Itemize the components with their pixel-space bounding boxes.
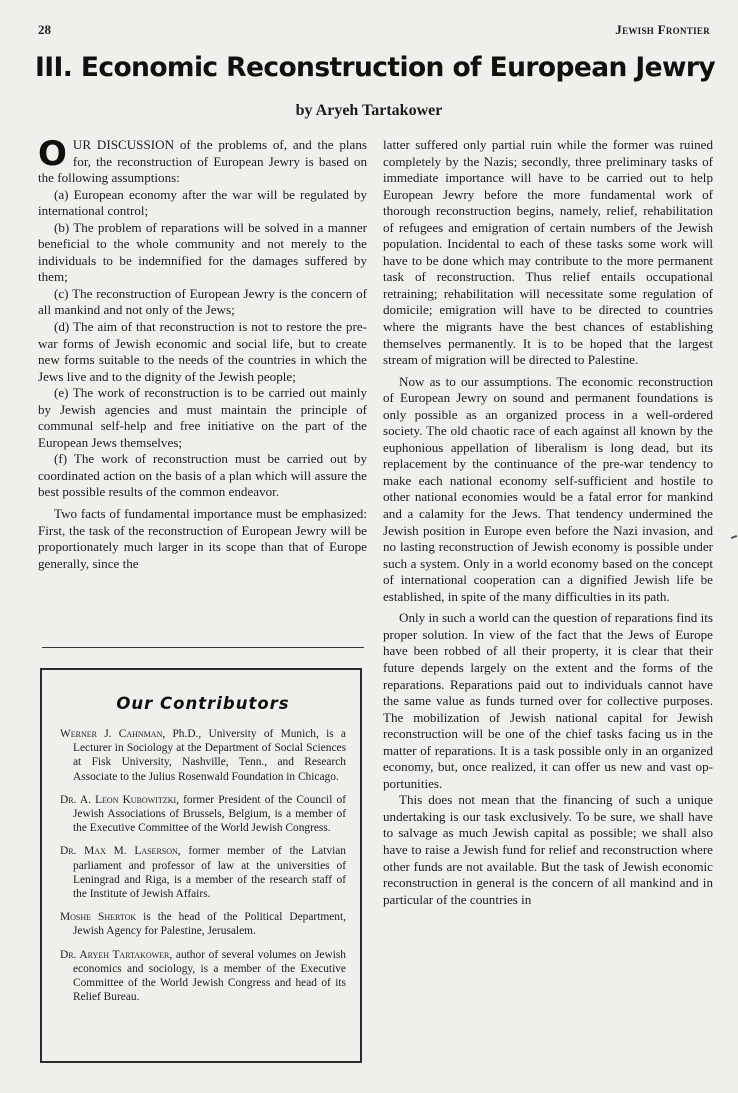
contributor-entry: [60, 948, 346, 1005]
contributor-entry: [60, 727, 346, 784]
paragraph-two-facts: Two facts of fundamental importance must be emphasized: First, the task of the reconstruction of European Jewry will be proportionately much larger in its scope than that of Europe generally, since the: [38, 506, 367, 571]
assumption-c: (c) The reconstruction of European Jewry is the concern of all mankind and not only of the Jews;: [38, 285, 367, 318]
paragraph-continued: latter suffered only partial ruin while the former was ruined completely by the Nazis; secondly, three preliminary tasks of immediate importance will have to be carried out to help European Jewry before the more fundamental work of thorough reconstruction begins, namely, relief, rehabilitation of refugees and emigration of certain numbers of the Jewish population. Incidental to each of these tasks some work will have to be done which may contribute to the more permanent task of reconstruction. Thus relief entails occupational retraining; rehabilitation will necessitate some regulation of domicile; emigration will have to be directed to countries where the migrants have the best chances of establishing themselves permanently. It is to be hoped that the largest stream of migration will be directed to Palestine.: [383, 137, 713, 368]
left-column: [38, 134, 367, 572]
column-divider-rule: [42, 647, 364, 648]
opening-paragraph: [38, 134, 367, 187]
contributor-name: Werner J. Cahnman,: [60, 728, 166, 740]
page-number: 28: [38, 22, 51, 37]
article-byline: by Aryeh Tartakower: [295, 102, 443, 119]
contributor-entry: [60, 844, 346, 901]
opening-text: of the problems of, and the plans for, the reconstruction of European Jewry is based on the following assumptions:: [38, 137, 367, 186]
assumption-b: (b) The problem of reparations will be solved in a manner beneficial to the whole community and not merely to the individuals to be indemnified for the damages suffered by them;: [38, 219, 367, 285]
contributor-name: Dr. Aryeh Tartakower,: [60, 948, 173, 961]
contributor-bio: former member of the Latvian parliament and professor of law at the universities of Leningrad and Riga, is a member of the research staff of the Institute of Jewish Affairs.: [73, 845, 346, 901]
lead-caps: UR DISCUSSION: [72, 137, 175, 152]
contributors-title: Our Contributors: [116, 694, 290, 713]
contributor-entry: [60, 793, 346, 836]
contributors-box: [40, 668, 362, 1063]
journal-name: Jewish Frontier: [615, 22, 710, 37]
paragraph-assumptions: Now as to our assumptions. The economic reconstruction of European Jewry on sound and permanent foundations is only possible as an organized process in a well-ordered society. The old chaotic race of each against all known by the euphonious appellation of liberalism is long dead, but its replacement by the continuance of the pre-war tendency to make each national economy self-sufficient and hostile to other national economies would be a fatal error for mankind and a calamity for the Jews. That tendency undermined the Jewish position in Europe even before the Nazi invasion, and no lasting reconstruction of Jewish economy is possible under such a system. Only in a world economy based on the concept of international cooperation can a dignified Jewish life be established, in spite of the many difficulties in its path.: [383, 373, 713, 604]
contributor-name: Dr. Max M. Laserson,: [60, 845, 181, 858]
assumption-e: (e) The work of reconstruction is to be carried out mainly by Jewish agencies and must maintain the principle of communal self-help and free initiative on the part of the European Jews themselves;: [38, 385, 367, 450]
contributor-bio: Ph.D., University of Munich, is a Lecturer in Sociology at the Department of Social Sciences at Fisk University, Nashville, Tenn., and Research Associate to the Julius Rosenwald Foundation in Chicago.: [73, 728, 346, 783]
assumption-f: (f) The work of reconstruction must be carried out by coordinated action on the basis of a plan which will assure the best possible results of the common endeavor.: [38, 451, 367, 500]
margin-mark: [731, 535, 737, 539]
right-column: [383, 137, 713, 908]
assumption-d: (d) The aim of that reconstruction is not to restore the pre-war forms of Jewish economic and social life, but to create new forms suitable to the needs of the countries in which the Jews live and to the dignity of the Jewish people;: [38, 319, 367, 384]
contributor-bio: is the head of the Political Department, Jewish Agency for Palestine, Jerusalem.: [73, 911, 346, 938]
contributor-entry: [60, 910, 346, 938]
assumption-a: (a) European economy after the war will be regulated by international control;: [38, 186, 367, 219]
article-title: III. Economic Reconstruction of European Jewry: [34, 52, 716, 83]
drop-cap: O: [38, 134, 67, 174]
running-head: [38, 22, 710, 38]
paragraph-reparations: Only in such a world can the question of reparations find its proper solution. In view of the fact that the Jews of Europe have been robbed of all their property, it is clear that their future depends largely on the extent and the forms of the reparations. Reparations paid out to individuals cannot have the same value as funds turned over for collective purposes. The mobilization of Jewish national capital for Jewish reconstruction will be one of the chief tasks facing us in the matter of reparations. It is a task possible only in an organized economy, but, once realized, it can offer us new and vast opportunities.: [383, 610, 713, 791]
paragraph-financing: This does not mean that the financing of such a unique undertaking is our task exclusively. To be sure, we shall have to salvage as much Jewish capital as possible; we shall also have to raise a Jewish fund for relief and reconstruction where other funds are not available. But the task of Jewish economic reconstruction in general is the concern of all mankind and in particular of the countries in: [383, 792, 713, 907]
contributor-bio: former President of the Council of Jewish Associations of Brussels, Belgium, is a member of the Executive Committee of the World Jewish Congress.: [73, 793, 346, 835]
contributor-bio: author of several volumes on Jewish economics and sociology, is a member of the Executive Committee of the World Jewish Congress and head of its Relief Bureau.: [73, 948, 346, 1004]
contributor-name: Moshe Shertok: [60, 911, 137, 924]
contributor-name: Dr. A. Leon Kubowitzki,: [60, 793, 179, 806]
